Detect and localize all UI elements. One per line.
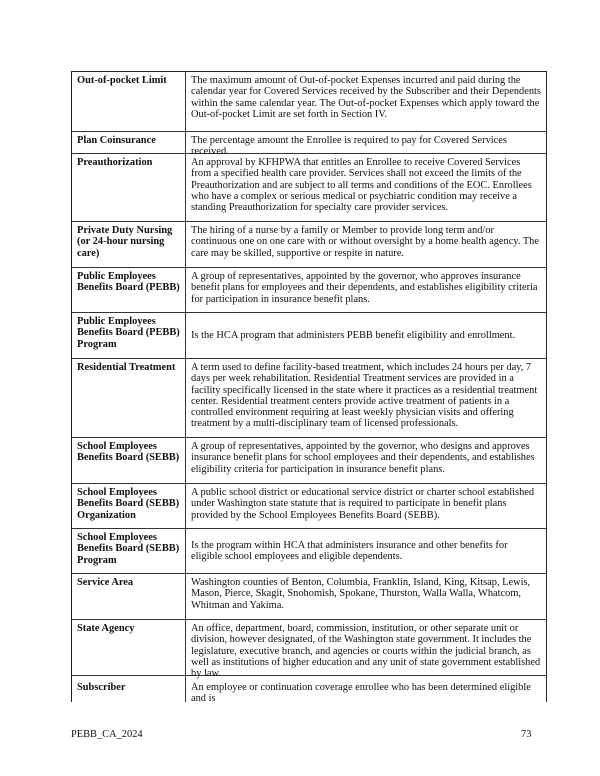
definition: A public school district or educational service district or charter school established under Washington state statute that is required to participate in benefit plans provided by the School Employees Benefits Board (SEBB). (191, 487, 535, 521)
term: Public Employees Benefits Board (PEBB) Program (72, 313, 186, 358)
footer-doc-id: PEBB_CA_2024 (71, 729, 143, 740)
table-row (72, 268, 546, 313)
term: State Agency (72, 620, 186, 675)
term: Public Employees Benefits Board (PEBB) (72, 268, 186, 312)
table-row (72, 574, 546, 620)
table-row (72, 676, 546, 705)
table-row (72, 620, 546, 680)
definition: A group of representatives, appointed by the governor, who designs and approves insurance benefit plans for school employees and their dependents, and establishes eligibility criteria for participation in insurance benefit plans. (191, 441, 535, 475)
definition: An approval by KFHPWA that entitles an Enrollee to receive Covered Services from a specified health care provider. Services shall not exceed the limits of the Preauthorization and are subject to all terms and conditions of the EOC. Enrollees who have a complex or serious medical or psychiatric condition may receive a standing Preauthorization for specialty care provider services. (191, 157, 532, 214)
table-row (72, 132, 546, 158)
term: Private Duty Nursing (or 24-hour nursing care) (72, 222, 186, 267)
table-row (72, 72, 546, 132)
table-row (72, 222, 546, 268)
term: Subscriber (72, 676, 186, 702)
term: School Employees Benefits Board (SEBB) Organization (72, 484, 186, 528)
definition: Is the HCA program that administers PEBB benefit eligibility and enrollment. (191, 329, 516, 341)
term: Service Area (72, 574, 186, 619)
table-row (72, 154, 546, 222)
definition: An employee or continuation coverage enrollee who has been determined eligible and is (191, 682, 531, 705)
definitions-table (71, 71, 547, 705)
term: Plan Coinsurance (72, 132, 186, 153)
table-row (72, 529, 546, 574)
page-number: 73 (521, 729, 532, 740)
table-row (72, 484, 546, 529)
definition: The percentage amount the Enrollee is required to pay for Covered Services received. (191, 135, 507, 158)
definition: Washington counties of Benton, Columbia, Franklin, Island, King, Kitsap, Lewis, Mason, Pierce, Skagit, Snohomish, Spokane, Thurston, Walla Walla, Whatcom, Whitman and Yakima. (191, 577, 531, 611)
table-row (72, 438, 546, 484)
definition: An office, department, board, commission, institution, or other separate unit or division, however designated, of the Washington state government. It includes the legislature, executive branch, and agencies or courts within the judicial branch, as well as institutions of higher education and any unit of state government established by law. (191, 623, 541, 680)
table-row (72, 313, 546, 359)
term: School Employees Benefits Board (SEBB) (72, 438, 186, 483)
definition: Is the program within HCA that administers insurance and other benefits for eligible school employees and eligible dependents. (191, 539, 508, 562)
definition: A term used to define facility-based treatment, which includes 24 hours per day, 7 days per week rehabilitation. Residential Treatment services are provided in a facility specifically licensed in the state where it practices as a residential treatment center. Residential treatment centers provide active treatment of patients in a controlled environment requiring at least weekly physician visits and offering treatment by a multi-disciplinary team of licensed professionals. (191, 362, 538, 430)
table-row (72, 359, 546, 438)
term: Residential Treatment (72, 359, 186, 437)
definition: A group of representatives, appointed by the governor, who approves insurance benefit plans for employees and their dependents, and establishes eligibility criteria for participation in insurance benefit plans. (191, 271, 538, 305)
definition: The hiring of a nurse by a family or Member to provide long term and/or continuous one on one care with or without oversight by a home health agency. The care may be skilled, supportive or respite in nature. (191, 225, 539, 259)
term: School Employees Benefits Board (SEBB) Program (72, 529, 186, 573)
term: Preauthorization (72, 154, 186, 221)
definition: The maximum amount of Out-of-pocket Expenses incurred and paid during the calendar year for Covered Services received by the Subscriber and their Dependents within the same calendar year. The Out-of-pocket Expenses which apply toward the Out-of-pocket Limit are set forth in Section IV. (191, 75, 541, 120)
term: Out-of-pocket Limit (72, 72, 186, 131)
